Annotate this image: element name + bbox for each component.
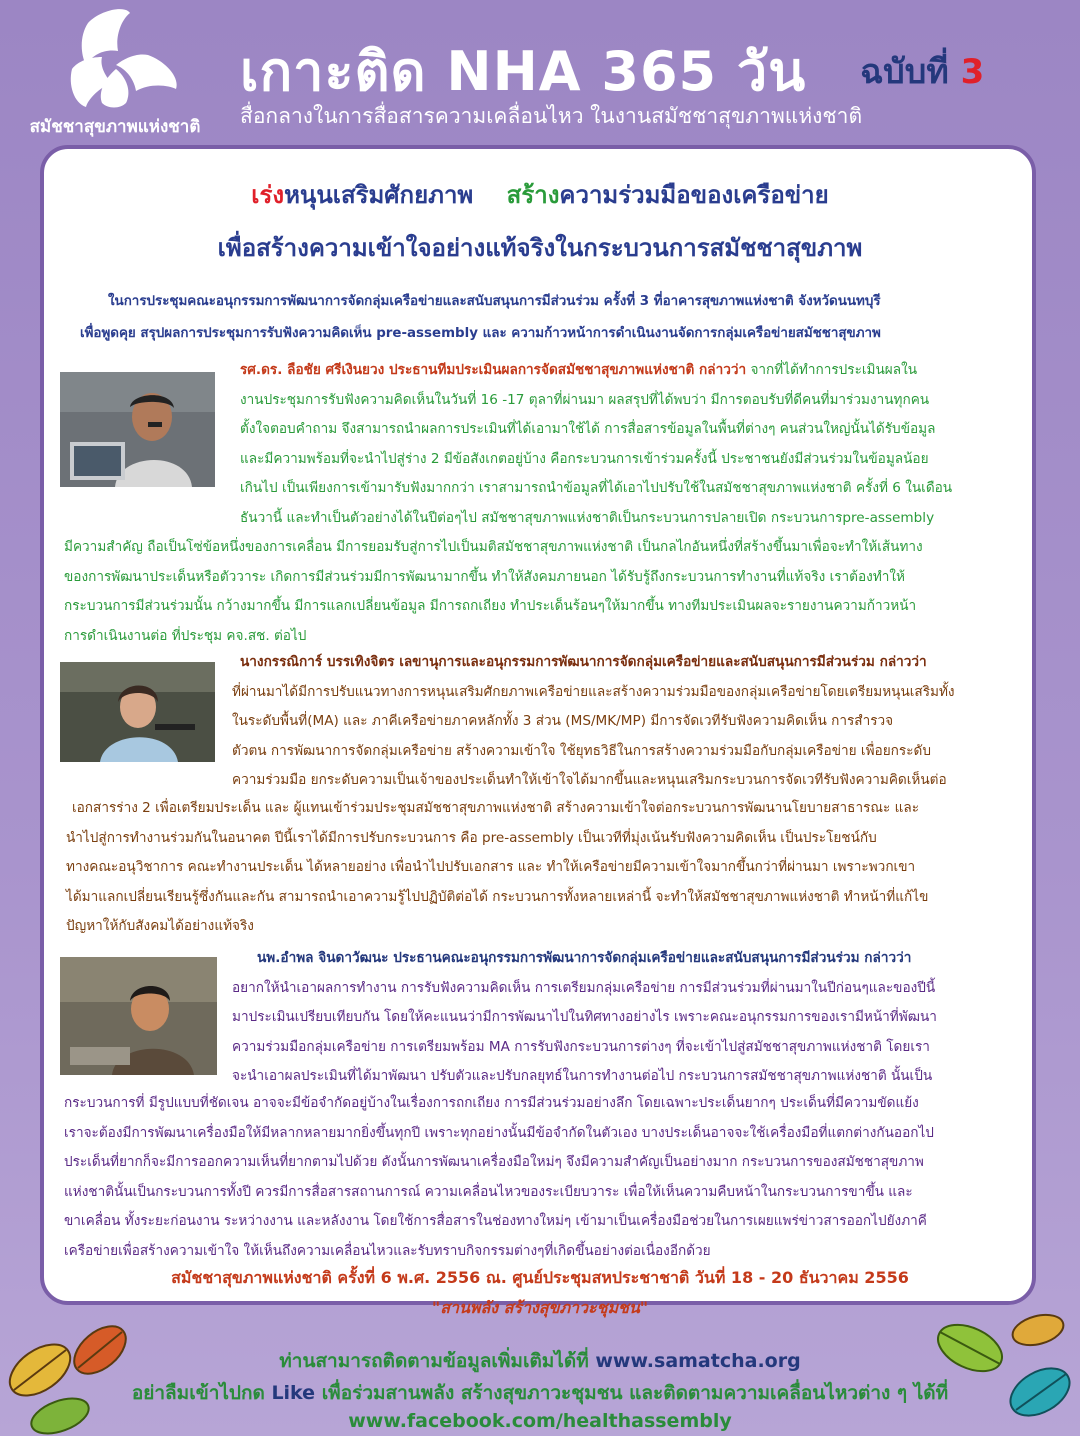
body-line: ความร่วมมือกลุ่มเครือข่าย การเตรียมพร้อม MA การรับฟังกระบวนการต่างๆ ที่จะเข้าไปสู่สมัชชาสุขภาพแห่งชาติ โดยเรา [232, 1038, 930, 1055]
body-line: ในระดับพื้นที่(MA) และ ภาคีเครือข่ายภาคหลักทั้ง 3 ส่วน (MS/MK/MP) มีการจัดเวทีรับฟังความคิดเห็น การสำรวจ [232, 713, 894, 729]
body-line: ขาเคลื่อน ทั้งระยะก่อนงาน ระหว่างงาน และหลังงาน โดยใช้การสื่อสารในช่องทางใหม่ๆ เข้ามาเป็นเครื่องมือช่วยในการเผยแพร่ข่าวสารออกไปยังภาคี [64, 1213, 927, 1229]
follow-text-1: ท่านสามารถติดตามข้อมูลเพิ่มเติมได้ที่ [279, 1350, 596, 1372]
website-link[interactable]: www.samatcha.org [595, 1350, 801, 1372]
headline-green-word: สร้าง [506, 181, 560, 209]
speaker-photo-3 [60, 957, 217, 1075]
body-line: ตั้งใจตอบคำถาม จึงสามารถนำผลการประเมินที่ได้เอามาใช้ได้ การสื่อสารข้อมูลในพื้นที่ต่างๆ คนส่วนใหญ่นั้นได้รับข้อมูล [240, 421, 936, 437]
body-line: กระบวนการที่ มีรูปแบบที่ชัดเจน อาจจะมีข้อจำกัดอยู่บ้างในเรื่องการถกเถียง การมีส่วนร่วมอย่างลึก โดยเฉพาะประเด็นยากๆ ประเด็นที่มีความขัดแย้ง [64, 1095, 919, 1111]
body-line: การดำเนินงานต่อ ที่ประชุม คจ.สช. ต่อไป [64, 627, 307, 644]
body-line: เครือข่ายเพื่อสร้างความเข้าใจ ให้เห็นถึงความเคลื่อนไหวและรับทราบกิจกรรมต่างๆที่เกิดขึ้นอย่างต่อเนื่องอีกด้วย [64, 1242, 711, 1259]
event-info: สมัชชาสุขภาพแห่งชาติ ครั้งที่ 6 พ.ศ. 2556 ณ. ศูนย์ประชุมสหประชาชาติ วันที่ 18 - 20 ธันวาคม 2556 [171, 1268, 909, 1287]
body-line: เกินไป เป็นเพียงการเข้ามารับฟังมากกว่า เราสามารถนำข้อมูลที่ได้เอาไปปรับใช้ในสมัชชาสุขภาพแห่งชาติ ครั้งที่ 6 ในเดือน [240, 480, 953, 496]
section-3-top [232, 944, 937, 1092]
section-3-bottom [64, 1089, 934, 1266]
body-line: ธันวานี้ และทำเป็นตัวอย่างได้ในปีต่อๆไป สมัชชาสุขภาพแห่งชาติเป็นกระบวนการปลายเปิด กระบวนการpre-assembly [240, 509, 935, 526]
headline-part2: ความร่วมมือของเครือข่าย [559, 181, 829, 209]
body-line: แห่งชาตินั้นเป็นกระบวนการทั้งปี ควรมีการสื่อสารสถานการณ์ ความเคลื่อนไหวของระเบียบวาระ เพื่อให้เห็นความคืบหน้าในกระบวนการขาขึ้น และ [64, 1183, 913, 1200]
headline-line-1 [0, 175, 1080, 214]
body-line: ความร่วมมือ ยกระดับความเป็นเจ้าของประเด็นทำให้เข้าใจได้มากขึ้นและหนุนเสริมกระบวนการจัดเวทีรับฟังความคิดเห็นต่อ [232, 772, 947, 788]
headline-line-2: เพื่อสร้างความเข้าใจอย่างแท้จริงในกระบวนการสมัชชาสุขภาพ [217, 234, 863, 262]
intro-line: เพื่อพูดคุย สรุปผลการประชุมการรับฟังความคิดเห็น pre-assembly และ ความก้าวหน้าการดำเนินงานจัดการกลุ่มเครือข่ายสมัชชาสุขภาพ [80, 326, 881, 341]
section-1-first-line-rest: จากที่ได้ทำการประเมินผลใน [746, 362, 918, 378]
follow-text-2a: อย่าลืมเข้าไปกด [131, 1382, 272, 1404]
newsletter-subtitle: สื่อกลางในการสื่อสารความเคลื่อนไหว ในงานสมัชชาสุขภาพแห่งชาติ [240, 104, 863, 128]
speaker-photo-1 [60, 372, 215, 487]
body-line: ได้มาแลกเปลี่ยนเรียนรู้ซึ่งกันและกัน สามารถนำเอาความรู้ไปปฏิบัติต่อได้ กระบวนการทั้งหลายเหล่านี้ จะทำให้สมัชชาสุขภาพแห่งชาติ ทำหน้าที่แก้ไข [66, 888, 929, 905]
body-line: มาประเมินเปรียบเทียบกัน โดยให้คะแนนว่ามีการพัฒนาไปในทิศทางอย่างไร เพราะคณะอนุกรรมการของเรามีหน้าที่พัฒนา [232, 1009, 937, 1025]
body-line: ที่ผ่านมาได้มีการปรับแนวทางการหนุนเสริมศักยภาพเครือข่ายและสร้างความร่วมมือของกลุ่มเครือข่ายโดยเตรียมหนุนเสริมทั้ง [232, 683, 955, 700]
follow-text-2b: เพื่อร่วมสานพลัง สร้างสุขภาวะชุมชน และติดตามความเคลื่อนไหวต่าง ๆ ได้ที่ [315, 1382, 949, 1404]
follow-line-2 [0, 1378, 1080, 1408]
speaker-2-name: นางกรรณิการ์ บรรเทิงจิตร เลขานุการและอนุกรรมการพัฒนาการจัดกลุ่มเครือข่ายและสนับสนุนการมีส่วนร่วม กล่าวว่า [240, 654, 927, 670]
body-line: ตัวตน การพัฒนาการจัดกลุ่มเครือข่าย สร้างความเข้าใจ ใช้ยุทธวิธีในการสร้างความร่วมมือกับกลุ่มเครือข่าย เพื่อยกระดับ [232, 742, 931, 759]
facebook-link[interactable]: www.facebook.com/healthassembly [348, 1410, 732, 1432]
body-line: อยากให้นำเอาผลการทำงาน การรับฟังความคิดเห็น การเตรียมกลุ่มเครือข่าย การมีส่วนร่วมที่ผ่านมาในปีก่อนๆและของปีนี้ [232, 979, 936, 996]
body-line: เราจะต้องมีการพัฒนาเครื่องมือให้มีหลากหลายมากยิ่งขึ้นทุกปี เพราะทุกอย่างนั้นมีข้อจำกัดในตัวเอง บางประเด็นอาจจะใช้เครื่องมือที่แตกต่างกันออกไป [64, 1124, 934, 1141]
intro-paragraph [80, 286, 1020, 350]
section-2-top [232, 648, 955, 796]
body-line: งานประชุมการรับฟังความคิดเห็นในวันที่ 16 -17 ตุลาที่ผ่านมา ผลสรุปที่ได้พบว่า มีการตอบรับที่ดีคนที่มาร่วมงานทุกคน [240, 391, 930, 408]
body-line: ปัญหาให้กับสังคมได้อย่างแท้จริง [66, 918, 254, 934]
body-line: เอกสารร่าง 2 เพื่อเตรียมประเด็น และ ผู้แทนเข้าร่วมประชุมสมัชชาสุขภาพแห่งชาติ สร้างความเข้าใจต่อกระบวนการพัฒนานโยบายสาธารณะ และ [72, 800, 920, 816]
issue-number: 3 [960, 52, 985, 92]
body-line: ประเด็นที่ยากก็จะมีการออกความเห็นที่ยากตามไปด้วย ดังนั้นการพัฒนาเครื่องมือใหม่ๆ จึงมีความสำคัญเป็นอย่างมาก กระบวนการของสมัชชาสุขภาพ [64, 1154, 924, 1170]
section-2-bottom [66, 794, 929, 942]
body-line: ของการพัฒนาประเด็นหรือตัววาระ เกิดการมีส่วนร่วมมีการพัฒนามากขึ้น ทำให้สังคมภายนอก ได้รับรู้ถึงกระบวนการทำงานที่แท้จริง เราต้องทำให้ [64, 568, 906, 585]
newsletter-title: เกาะติด NHA 365 วัน [240, 40, 807, 103]
issue-label-text: ฉบับที่ [860, 52, 949, 92]
speaker-1-name: รศ.ดร. ลือชัย ศรีเงินยวง ประธานทีมประเมินผลการจัดสมัชชาสุขภาพแห่งชาติ กล่าวว่า [240, 362, 747, 378]
body-line: ทางคณะอนุวิชาการ คณะทำงานประเด็น ได้หลายอย่าง เพื่อนำไปปรับเอกสาร และ ทำให้เครือข่ายมีความเข้าใจมากขึ้นกว่าที่ผ่านมา เพราะพวกเขา [66, 859, 916, 875]
body-line: กระบวนการมีส่วนร่วมนั้น กว้างมากขึ้น มีการแลกเปลี่ยนข้อมูล มีการถกเถียง ทำประเด็นร้อนๆให้มากขึ้น ทางทีมประเมินผลจะรายงานความก้าวหน้า [64, 598, 917, 614]
speaker-3-line [232, 944, 937, 974]
body-line: และมีความพร้อมที่จะนำไปสู่ร่าง 2 มีข้อสังเกตอยู่บ้าง คือกระบวนการเข้าร่วมครั้งนี้ ประชาชนยังมีส่วนร่วมในข้อมูลน้อย [240, 450, 929, 467]
logo-text: สมัชชาสุขภาพแห่งชาติ [29, 117, 201, 137]
intro-line: ในการประชุมคณะอนุกรรมการพัฒนาการจัดกลุ่มเครือข่ายและสนับสนุนการมีส่วนร่วม ครั้งที่ 3 ที่อาคารสุขภาพแห่งชาติ จังหวัดนนทบุรี [108, 294, 881, 309]
section-1-bottom [64, 533, 923, 651]
speaker-photo-2 [60, 662, 215, 762]
body-line: นำไปสู่การทำงานร่วมกันในอนาคต ปีนี้เราได้มีการปรับกระบวนการ คือ pre-assembly เป็นเวทีที่มุ่งเน้นรับฟังความคิดเห็น เป็นประโยชน์กับ [66, 829, 877, 846]
like-text: Like [271, 1382, 316, 1404]
speaker-2-line [232, 648, 955, 678]
speaker-3-name: นพ.อำพล จินดาวัฒนะ ประธานคณะอนุกรรมการพัฒนาการจัดกลุ่มเครือข่ายและสนับสนุนการมีส่วนร่วม กล่าวว่า [257, 950, 912, 966]
section-1-top [240, 356, 952, 533]
body-line: จะนำเอาผลประเมินที่ได้มาพัฒนา ปรับตัวและปรับกลยุทธ์ในการทำงานต่อไป กระบวนการสมัชชาสุขภาพแห่งชาติ นั้นเป็น [232, 1068, 933, 1084]
event-slogan: "สานพลัง สร้างสุขภาวะชุมชน" [431, 1298, 649, 1317]
issue-label [860, 44, 984, 98]
headline-red-word: เร่ง [251, 181, 285, 209]
body-line: มีความสำคัญ ถือเป็นโซ่ข้อหนึ่งของการเคลื่อน มีการยอมรับสู่การไปเป็นมติสมัชชาสุขภาพแห่งชาติ เป็นกลไกอันหนึ่งที่สร้างขึ้นมาเพื่อจะทำให้เส้นทาง [64, 539, 923, 555]
headline-part1: หนุนเสริมศักยภาพ [284, 181, 474, 209]
section-1-first-line [240, 356, 952, 386]
follow-line-1 [0, 1346, 1080, 1376]
